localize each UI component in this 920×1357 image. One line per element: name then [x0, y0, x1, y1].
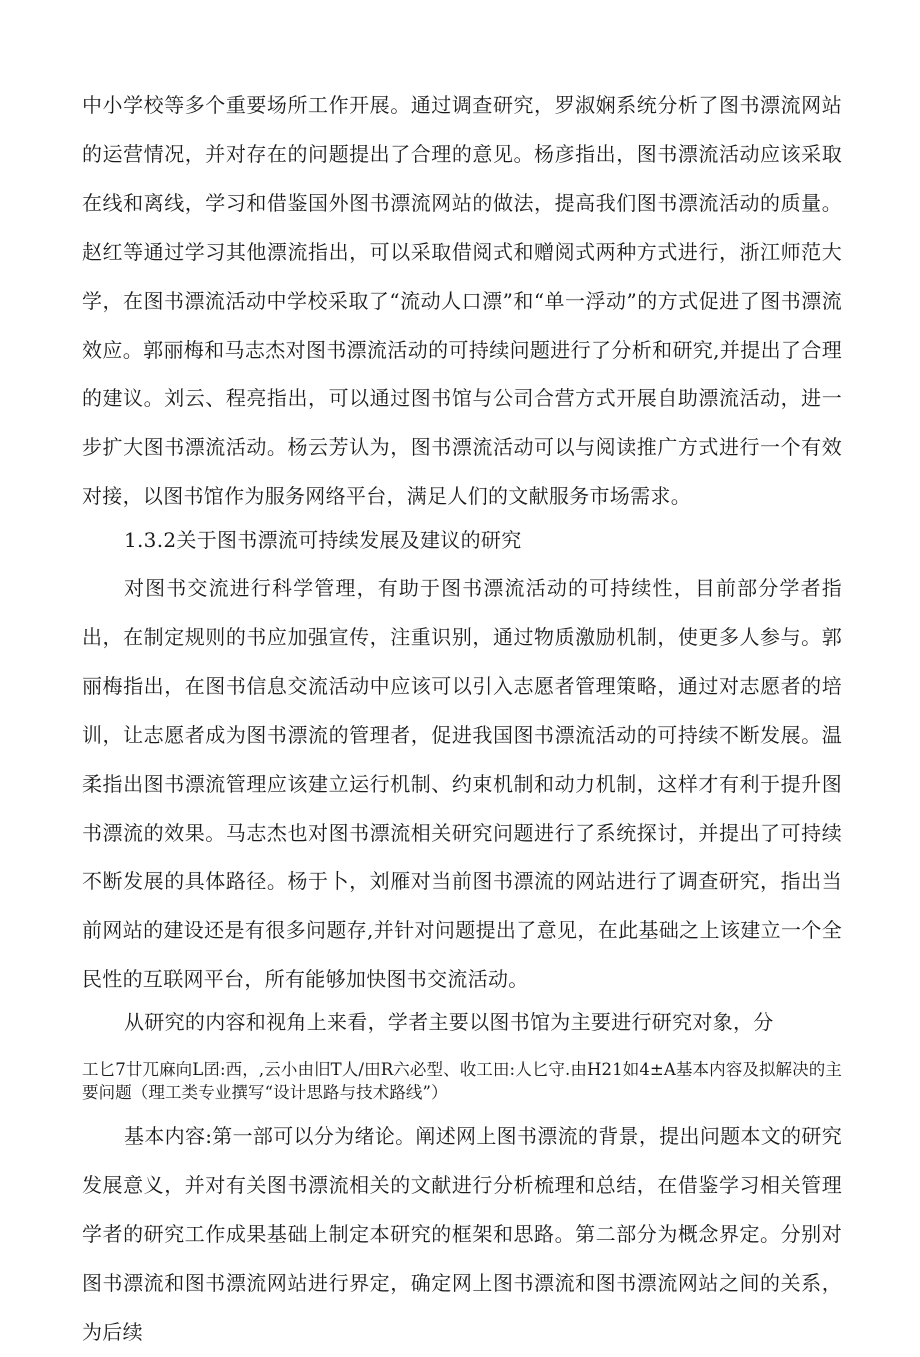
body-paragraph-literature-review: 中小学校等多个重要场所工作开展。通过调查研究，罗淑娴系统分析了图书漂流网站的运营情况，并对存在的问题提出了合理的意见。杨彦指出，图书漂流活动应该采取在线和离线，学习和借鉴国外图书漂流网站的做法，提高我们图书漂流活动的质量。赵红等通过学习其他漂流指出，可以采取借阅式和赠阅式两种方式进行，浙江师范大学，在图书漂流活动中学校采取了“流动人口漂”和“单一浮动”的方式促进了图书漂流效应。郭丽梅和马志杰对图书漂流活动的可持续问题进行了分析和研究,并提出了合理的建议。刘云、程亮指出，可以通过图书馆与公司合营方式开展自助漂流活动，进一步扩大图书漂流活动。杨云芳认为，图书漂流活动可以与阅读推广方式进行一个有效对接，以图书馆作为服务网络平台，满足人们的文献服务市场需求。: [82, 93, 842, 509]
body-paragraph-research-perspective: 从研究的内容和视角上来看，学者主要以图书馆为主要进行研究对象，分: [124, 1010, 774, 1034]
section-heading-1-3-2: 1.3.2关于图书漂流可持续发展及建议的研究: [124, 528, 522, 552]
body-paragraph-basic-content: 基本内容:第一部可以分为绪论。阐述网上图书漂流的背景，提出问题本文的研究发展意义，并对有关图书漂流相关的文献进行分析梳理和总结，在借鉴学习相关管理学者的研究工作成果基础上制定本研究的框架和思路。第二部分为概念界定。分别对图书漂流和图书漂流网站进行界定，确定网上图书漂流和图书漂流网站之间的关系，为后续: [82, 1124, 842, 1344]
garbled-heading-line: 工匕7廿兀麻向L囝:西，,云小由旧T人/田R六必型、收工田:人匕守.由H21如4±A基本内容及拟解决的主要问题（理工类专业撰写“设计思路与技术路线”）: [82, 1060, 842, 1102]
body-paragraph-sustainability: 对图书交流进行科学管理，有助于图书漂流活动的可持续性，目前部分学者指出，在制定规则的书应加强宣传，注重识别，通过物质激励机制，使更多人参与。郭丽梅指出，在图书信息交流活动中应该可以引入志愿者管理策略，通过对志愿者的培训，让志愿者成为图书漂流的管理者，促进我国图书漂流活动的可持续不断发展。温柔指出图书漂流管理应该建立运行机制、约束机制和动力机制，这样才有利于提升图书漂流的效果。马志杰也对图书漂流相关研究问题进行了系统探讨，并提出了可持续不断发展的具体路径。杨于卜，刘雁对当前图书漂流的网站进行了调查研究，指出当前网站的建设还是有很多问题存,并针对问题提出了意见，在此基础之上该建立一个全民性的互联网平台，所有能够加快图书交流活动。: [82, 576, 842, 992]
